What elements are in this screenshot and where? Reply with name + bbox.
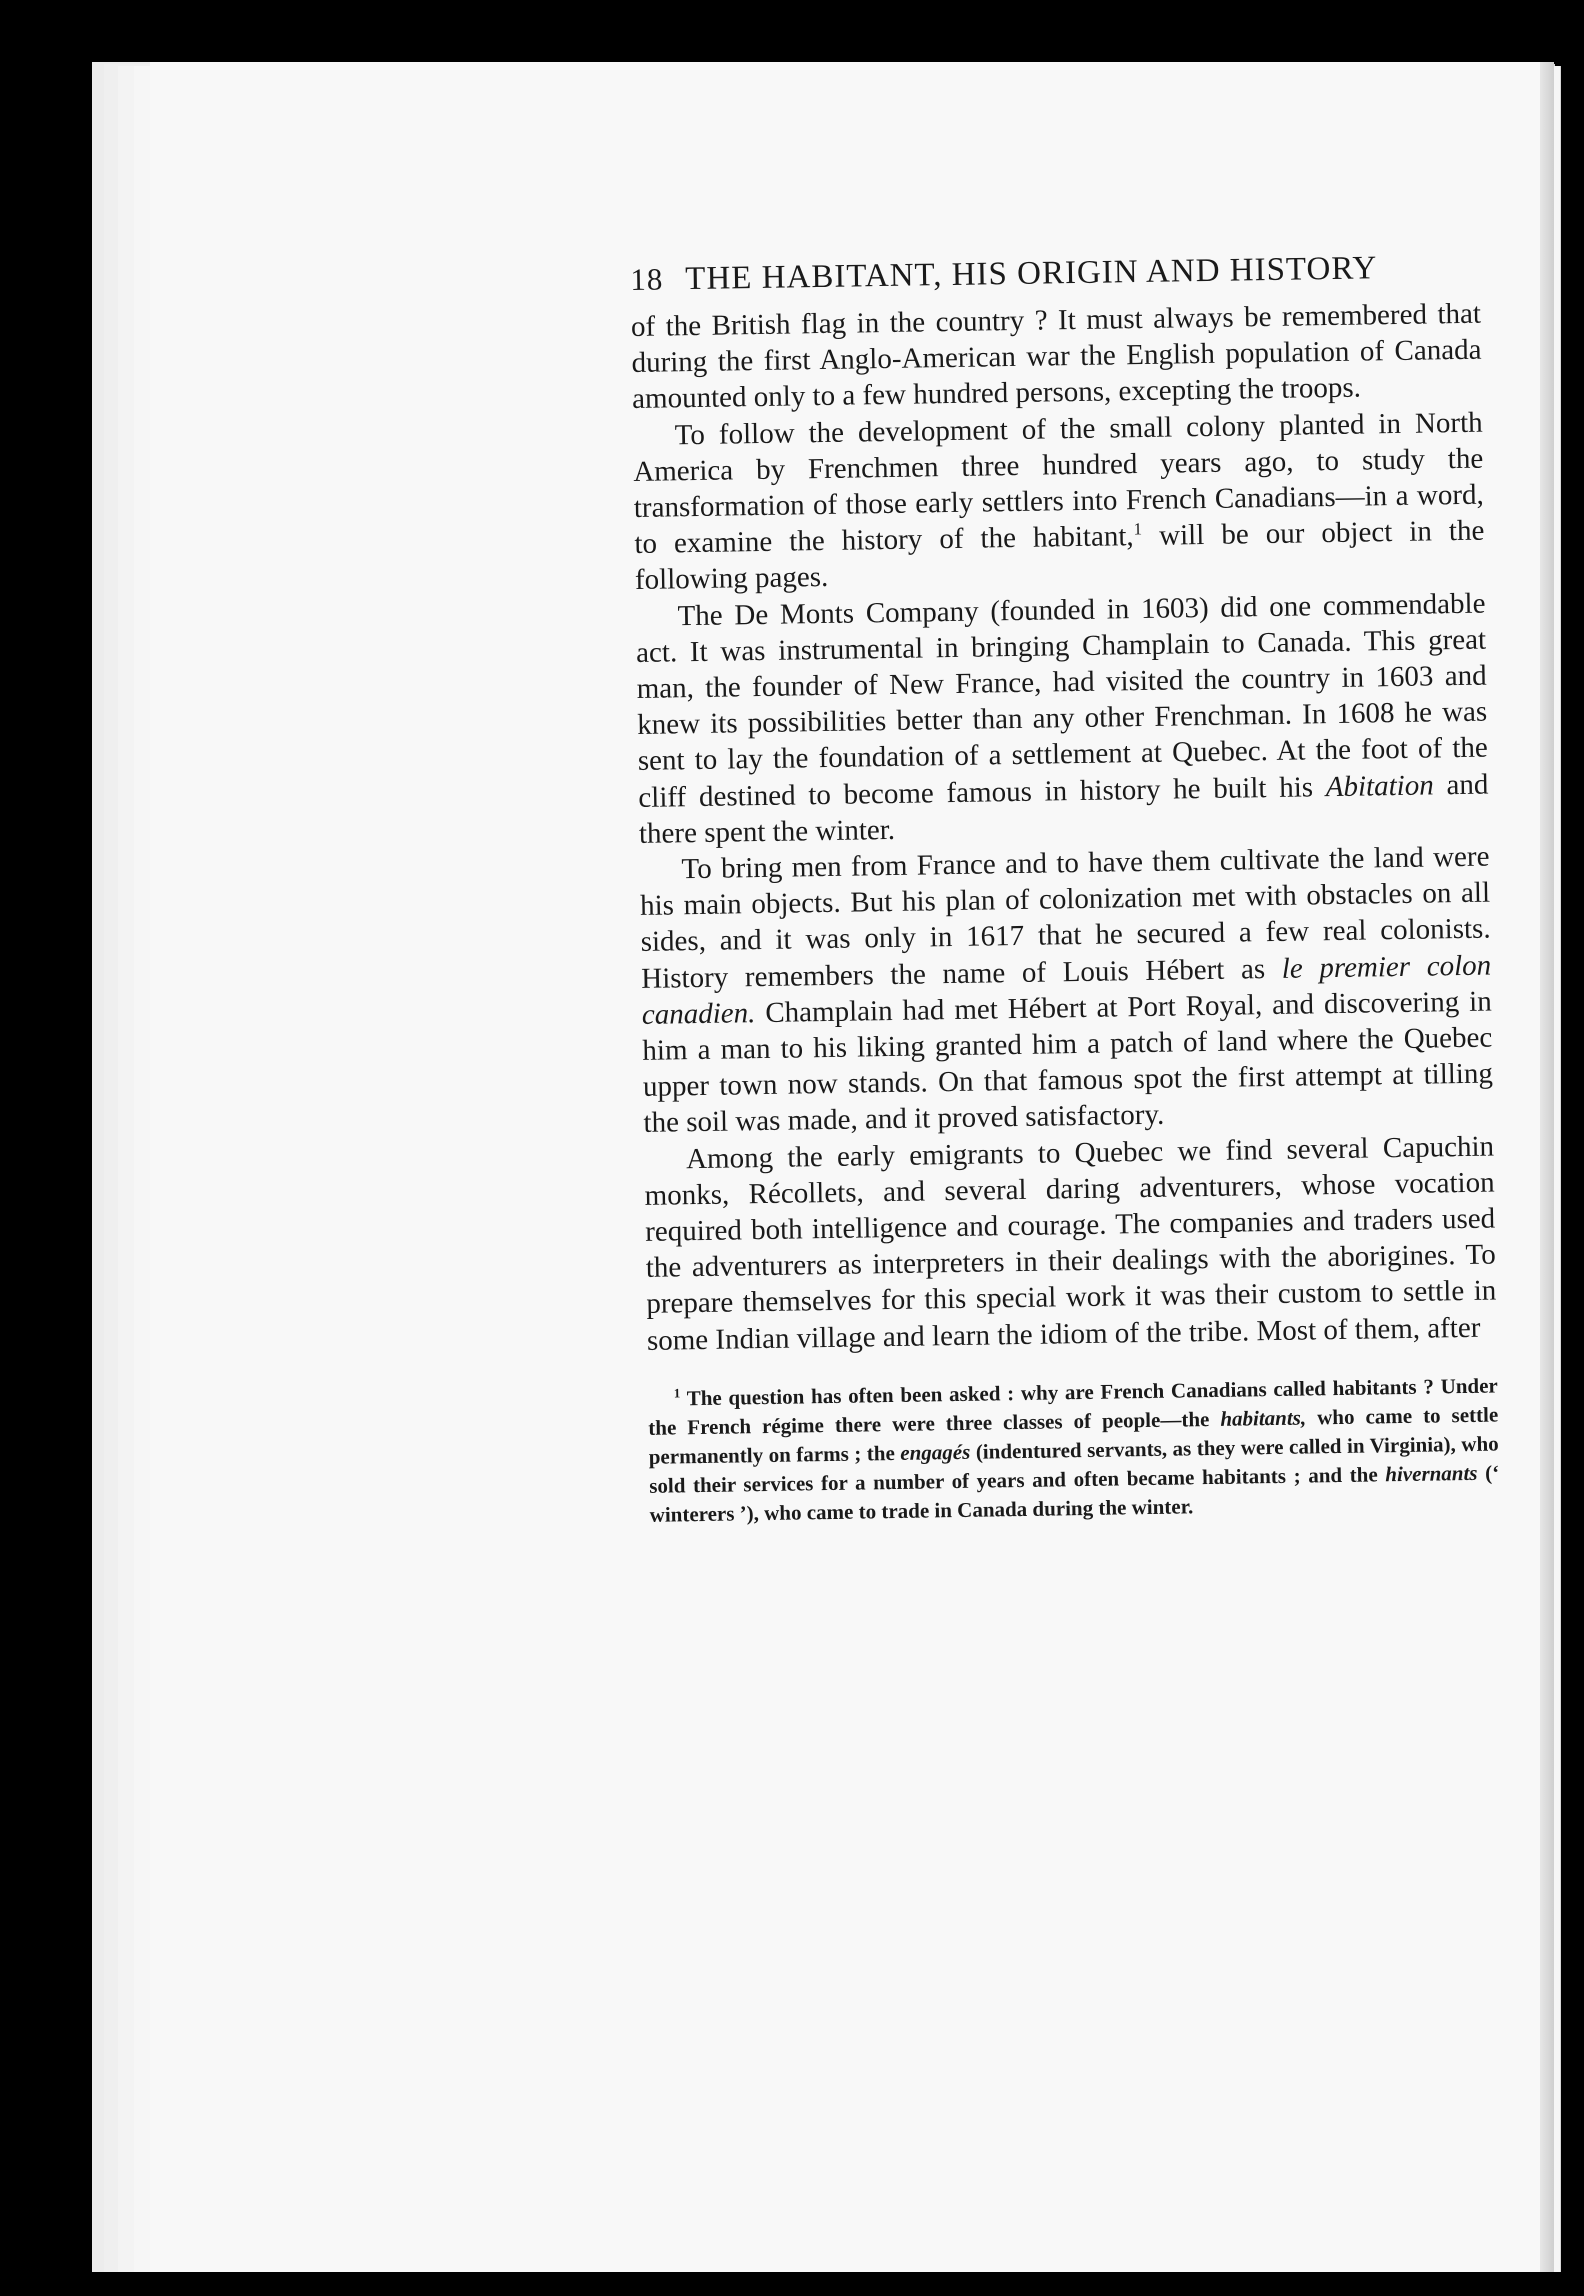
italic-text: hivernants	[1385, 1460, 1478, 1487]
paragraph-p4	[639, 839, 1493, 1142]
text-run: and there spent the winter.	[638, 768, 1489, 850]
italic-text: le premier colon canadien.	[641, 949, 1492, 1031]
text-run: Among the early emigrants to Quebec we find several Capuchin monks, Récollets, and several daring adventurers, whose vocation required both intelligence and courage. The companies and traders used the adventurers as interpreters in their dealings with the aborigines. To prepare themselves for this special work it was their custom to settle in some Indian village and learn the idiom of the tribe. Most of them, after	[644, 1130, 1497, 1357]
paragraph-p5	[644, 1128, 1497, 1359]
text-run: who came to settle permanently on farms ; the	[648, 1402, 1499, 1469]
footnote	[648, 1371, 1500, 1529]
body-text	[631, 296, 1497, 1359]
paragraph-p2	[632, 404, 1485, 598]
page-text-block	[630, 249, 1500, 1530]
italic-text: Abitation	[1325, 769, 1434, 803]
text-run: (‘ winterers ’), who came to trade in Canada during the winter.	[649, 1460, 1500, 1527]
text-run: (indentured servants, as they were called in Virginia), who sold their services for a number of years and often became habitants ; and the	[649, 1431, 1499, 1498]
italic-text: habitants,	[1220, 1405, 1307, 1431]
page-number: 18	[630, 261, 664, 297]
text-run: The De Monts Company (founded in 1603) did one commendable act. It was instrumental in bringing Champlain to Canada. This great man, the founder of New France, had visited the country in 1603 and knew its possibilities better than any other Frenchman. In 1608 he was sent to lay the foundation of a settlement at Quebec. At the foot of the cliff destined to become famous in history he built his	[635, 587, 1488, 814]
page-shadow	[1540, 62, 1554, 2272]
running-head-title: THE HABITANT, HIS ORIGIN AND HISTORY	[684, 250, 1378, 298]
footnote-marker: 1	[1133, 519, 1143, 539]
paragraph-p1	[631, 296, 1483, 418]
italic-text: engagés	[900, 1439, 971, 1465]
text-run: of the British flag in the country ? It must always be remembered that during the first Anglo-American war the English population of Canada amounted only to a few hundred persons, excepting the troops.	[630, 297, 1482, 416]
text-run: To follow the development of the small colony planted in North America by Frenchmen three hundred years ago, to study the transformation of those early settlers into French Canadians—in a word, to examine the history of the habitant,	[633, 406, 1485, 561]
paragraph-p3	[635, 585, 1489, 852]
text-run: will be our object in the following pages.	[634, 514, 1485, 597]
text-run: To bring men from France and to have them cultivate the land were his main objects. But his plan of colonization met with obstacles on all sides, and it was only in 1617 that he secured a few real colonists. History remembers the name of Louis Hébert as	[639, 840, 1491, 995]
text-run: Champlain had met Hébert at Port Royal, and discovering in him a man to his liking granted him a patch of land where the Quebec upper town now stands. On that famous spot the first attempt at tilling the soil was made, and it proved satisfactory.	[642, 985, 1494, 1140]
footnote-marker: 1	[673, 1385, 681, 1401]
text-run: The question has often been asked : why are French Canadians called habitants ? Under the French régime there were three classes of people—the	[648, 1373, 1498, 1440]
